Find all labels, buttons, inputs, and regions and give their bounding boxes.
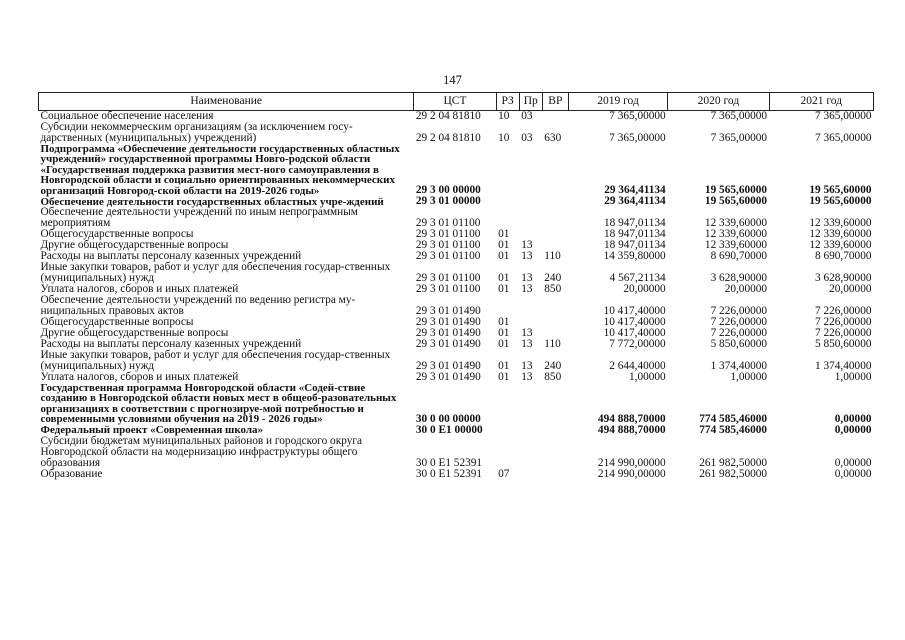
cell-rz (496, 436, 519, 469)
cell-pr (519, 295, 542, 317)
table-row (39, 469, 874, 480)
cell-2020: 5 850,60000 (710, 338, 768, 351)
cell-name: Общегосударственные вопросы (40, 228, 194, 241)
cell-2020: 12 339,60000 (704, 239, 768, 252)
cell-cst: 29 3 01 01100 (415, 239, 481, 252)
cell-vr: 630 (544, 132, 562, 144)
cell-vr (542, 144, 568, 196)
cell-2019: 10 417,40000 (603, 327, 666, 340)
cell-cst: 29 3 01 00000 (415, 195, 481, 208)
cell-2020: 12 339,60000 (704, 228, 768, 241)
table-row (39, 383, 874, 425)
cell-2021: 8 690,70000 (815, 250, 872, 263)
cell-vr: 240 (544, 360, 562, 373)
cell-2020: 8 690,70000 (710, 250, 768, 263)
cell-vr: 240 (544, 272, 562, 285)
header-name: Наименование (39, 93, 414, 111)
cell-cst: 29 3 01 01100 (415, 228, 481, 241)
cell-2019: 494 888,70000 (597, 423, 666, 436)
cell-2021: 7 365,00000 (815, 132, 872, 144)
cell-pr: 13 (521, 360, 533, 373)
cell-cst: 30 0 E1 52391 (415, 456, 483, 469)
cell-pr (519, 425, 542, 436)
cell-cst: 30 0 00 00000 (415, 412, 481, 425)
cell-pr: 13 (521, 239, 533, 252)
table-row (39, 295, 874, 317)
cell-2019: 18 947,01134 (603, 228, 666, 241)
cell-vr (542, 196, 568, 207)
cell-vr: 110 (544, 338, 561, 351)
header-cst: ЦСТ (414, 93, 496, 111)
cell-pr: 03 (521, 132, 533, 144)
cell-cst: 29 2 04 81810 (415, 132, 481, 144)
header-vr: ВР (542, 93, 568, 111)
cell-2019: 18 947,01134 (603, 217, 666, 230)
cell-name: Субсидии бюджетам муниципальных районов и городского округа Новгородской области на модернизацию инфраструктуры общего образования (40, 434, 362, 469)
cell-rz (496, 295, 519, 317)
cell-rz (496, 207, 519, 229)
cell-name: Социальное обеспечение населения (40, 110, 214, 122)
cell-vr: 110 (544, 250, 561, 263)
cell-cst: 29 3 01 01100 (415, 272, 481, 285)
cell-vr (542, 436, 568, 469)
cell-2021: 0,00000 (834, 467, 872, 480)
cell-vr (542, 295, 568, 317)
cell-2021: 7 226,00000 (815, 316, 872, 329)
budget-table (38, 92, 874, 480)
cell-2019: 10 417,40000 (603, 305, 666, 318)
cell-2021: 1 374,40000 (815, 360, 872, 373)
cell-rz: 01 (498, 283, 510, 296)
cell-vr: 850 (544, 283, 562, 296)
cell-2021: 0,00000 (834, 456, 872, 469)
cell-name: Расходы на выплаты персоналу казенных учреждений (40, 250, 302, 263)
cell-pr: 13 (521, 250, 533, 263)
cell-2021: 12 339,60000 (809, 217, 872, 230)
cell-name: Другие общегосударственные вопросы (40, 327, 229, 340)
cell-pr (519, 383, 542, 425)
table-row (39, 425, 874, 436)
cell-cst: 29 3 01 01100 (415, 283, 481, 296)
cell-vr (542, 383, 568, 425)
cell-vr (542, 317, 568, 328)
cell-name: Иные закупки товаров, работ и услуг для обеспечения государ-ственных (муниципальных) нужд (40, 261, 391, 285)
cell-rz: 01 (498, 228, 510, 241)
cell-pr (519, 196, 542, 207)
cell-2021: 19 565,60000 (809, 184, 872, 197)
cell-2019: 214 990,00000 (597, 467, 666, 480)
cell-pr (519, 436, 542, 469)
cell-name: Уплата налогов, сборов и иных платежей (40, 371, 239, 384)
header-2020: 2020 год (668, 93, 769, 111)
cell-2020: 12 339,60000 (704, 217, 768, 230)
cell-2019: 494 888,70000 (597, 412, 666, 425)
cell-cst: 29 3 01 01490 (415, 360, 481, 373)
header-2019: 2019 год (568, 93, 667, 111)
cell-pr (519, 144, 542, 196)
cell-pr: 03 (521, 110, 533, 122)
cell-2019: 29 364,41134 (604, 184, 666, 197)
cell-rz (496, 383, 519, 425)
cell-vr (542, 111, 568, 123)
cell-2021: 0,00000 (834, 423, 872, 436)
cell-rz: 01 (498, 272, 510, 285)
cell-2021: 5 850,60000 (815, 338, 872, 351)
cell-cst: 30 0 E1 00000 (415, 423, 483, 436)
header-rz: РЗ (496, 93, 519, 111)
cell-cst: 29 3 01 01490 (415, 327, 481, 340)
cell-name: Другие общегосударственные вопросы (40, 239, 229, 252)
cell-2019: 20,00000 (623, 283, 666, 296)
cell-rz (496, 144, 519, 196)
cell-2021: 12 339,60000 (809, 228, 872, 241)
header-pr: Пр (519, 93, 542, 111)
cell-name: Обеспечение деятельности учреждений по ведению регистра му-ниципальных правовых актов (40, 294, 356, 318)
cell-2021: 20,00000 (829, 283, 872, 296)
cell-2020: 774 585,46000 (699, 412, 768, 425)
cell-vr (542, 207, 568, 229)
cell-2020: 19 565,60000 (704, 184, 768, 197)
table-row (39, 207, 874, 229)
cell-2021: 1,00000 (834, 371, 872, 384)
cell-rz: 01 (498, 239, 510, 252)
cell-pr: 13 (521, 283, 533, 296)
cell-2020: 3 628,90000 (710, 272, 768, 285)
cell-2019: 4 567,21134 (609, 272, 666, 285)
cell-2019: 214 990,00000 (597, 456, 666, 469)
cell-2019: 1,00000 (628, 371, 666, 384)
cell-2019: 10 417,40000 (603, 316, 666, 329)
cell-2020: 1,00000 (730, 371, 768, 384)
cell-pr: 13 (521, 371, 533, 384)
cell-2021: 19 565,60000 (809, 195, 872, 208)
cell-vr (542, 469, 568, 480)
cell-cst: 29 3 01 01490 (415, 305, 481, 318)
cell-cst: 29 3 01 01100 (415, 217, 481, 230)
cell-2021: 7 365,00000 (815, 110, 872, 122)
cell-rz (496, 196, 519, 207)
cell-vr (542, 425, 568, 436)
cell-2021: 0,00000 (834, 412, 872, 425)
cell-pr: 13 (521, 327, 533, 340)
cell-2019: 29 364,41134 (604, 195, 666, 208)
cell-name: Подпрограмма «Обеспечение деятельности государственных областных учреждений» государственной программы Новго-родской области «Государственная поддержка развития мест-ного самоуправления в Новгородской области и социально ориентированных некоммерческих организаций Новгород-ской области на 2019-2026 годы» (40, 143, 400, 197)
cell-cst: 29 3 01 01490 (415, 338, 481, 351)
cell-2020: 261 982,50000 (699, 467, 768, 480)
cell-2020: 261 982,50000 (699, 456, 768, 469)
cell-vr (542, 229, 568, 240)
cell-name: Уплата налогов, сборов и иных платежей (40, 283, 239, 296)
cell-rz (496, 425, 519, 436)
cell-name: Иные закупки товаров, работ и услуг для обеспечения государ-ственных (муниципальных) нужд (40, 349, 391, 373)
cell-name: Обеспечение деятельности государственных областных учре-ждений (40, 195, 384, 208)
cell-pr (519, 469, 542, 480)
table-header-row (39, 93, 874, 111)
cell-2020: 7 365,00000 (710, 110, 768, 122)
cell-2021: 7 226,00000 (815, 305, 872, 318)
cell-rz: 01 (498, 338, 510, 351)
cell-name: Образование (40, 467, 103, 480)
cell-vr: 850 (544, 371, 562, 384)
cell-2020: 7 226,00000 (710, 327, 768, 340)
cell-rz: 10 (498, 132, 510, 144)
cell-name: Обеспечение деятельности учреждений по иным непрограммным мероприятиям (40, 206, 358, 230)
cell-2019: 7 365,00000 (609, 110, 666, 122)
table-row (39, 262, 874, 284)
table-row (39, 436, 874, 469)
cell-2021: 12 339,60000 (809, 239, 872, 252)
cell-pr: 13 (521, 338, 533, 351)
cell-2020: 19 565,60000 (704, 195, 768, 208)
page-number: 147 (443, 73, 462, 87)
table-body (39, 111, 874, 480)
header-2021: 2021 год (769, 93, 873, 111)
cell-name: Субсидии некоммерческим организациям (за исключением госу-дарственных (муниципальных) учреждений) (40, 121, 353, 144)
cell-name: Государственная программа Новгородской области «Содей-ствие созданию в Новгородской области новых мест в общеоб-разовательных организациях в соответствии с прогнозируе-мой потребностью и современными условиями обучения на 2019 - 2026 годы» (40, 382, 397, 426)
cell-2021: 3 628,90000 (815, 272, 872, 285)
cell-rz: 01 (498, 316, 510, 329)
cell-2020: 7 365,00000 (710, 132, 768, 144)
cell-name: Расходы на выплаты персоналу казенных учреждений (40, 338, 302, 351)
cell-cst: 29 3 01 01490 (415, 371, 481, 384)
cell-cst: 29 2 04 81810 (415, 110, 481, 122)
cell-2019: 2 644,40000 (609, 360, 666, 373)
cell-rz: 01 (498, 327, 510, 340)
cell-2019: 18 947,01134 (603, 239, 666, 252)
cell-2019: 7 772,00000 (609, 338, 666, 351)
cell-pr: 13 (521, 272, 533, 285)
cell-2021: 7 226,00000 (815, 327, 872, 340)
cell-name: Общегосударственные вопросы (40, 316, 194, 329)
cell-2019: 7 365,00000 (609, 132, 666, 144)
cell-name: Федеральный проект «Современная школа» (40, 424, 264, 437)
cell-2020: 7 226,00000 (710, 305, 768, 318)
cell-cst: 29 3 01 01490 (415, 316, 481, 329)
cell-2020: 20,00000 (724, 283, 768, 296)
cell-2020: 774 585,46000 (699, 423, 768, 436)
cell-2019: 14 359,80000 (603, 250, 666, 263)
table-row (39, 350, 874, 372)
table-row (39, 122, 874, 144)
cell-rz: 01 (498, 360, 510, 373)
cell-2020: 1 374,40000 (710, 360, 768, 373)
cell-cst: 30 0 E1 52391 (415, 467, 483, 480)
cell-2020: 7 226,00000 (710, 316, 768, 329)
cell-rz: 01 (498, 371, 510, 384)
table-row (39, 144, 874, 196)
cell-cst: 29 3 00 00000 (415, 184, 481, 197)
cell-pr (519, 207, 542, 229)
cell-rz: 10 (498, 110, 510, 122)
cell-rz: 01 (498, 250, 510, 263)
cell-cst: 29 3 01 01100 (415, 250, 481, 263)
cell-rz: 07 (498, 467, 510, 480)
